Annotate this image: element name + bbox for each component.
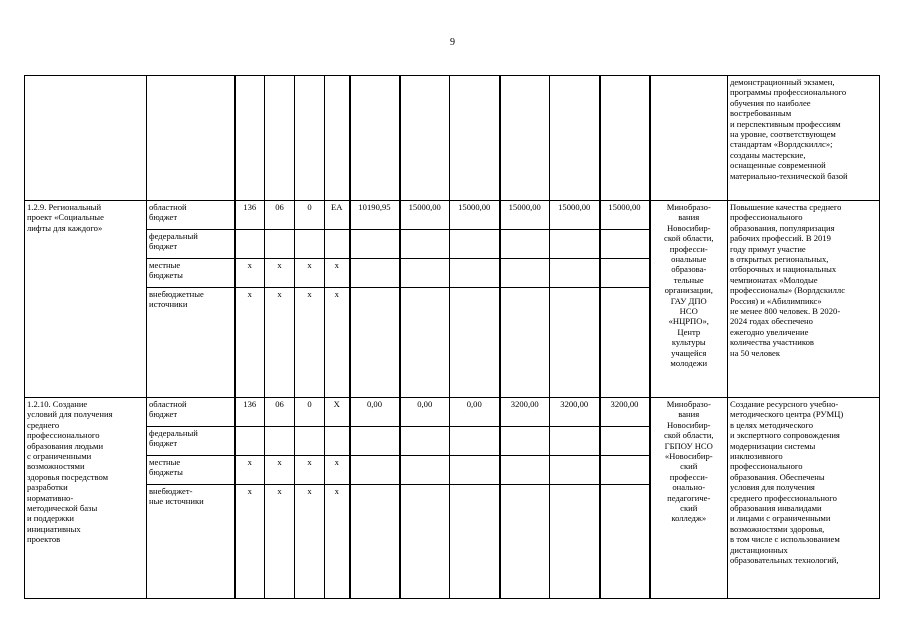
cell-amount: 3200,00 — [500, 398, 550, 427]
cell-amount — [550, 456, 600, 485]
cell-code: 06 — [265, 398, 295, 427]
cell-amount: 10190,95 — [350, 201, 400, 230]
cell-amount: 15000,00 — [400, 201, 450, 230]
cell-amount — [600, 76, 650, 201]
page-number: 9 — [450, 37, 455, 48]
cell-source — [147, 76, 235, 201]
cell-amount — [600, 288, 650, 398]
cell-code: х — [235, 288, 265, 398]
cell-code — [295, 76, 325, 201]
cell-code — [235, 427, 265, 456]
cell-amount — [500, 456, 550, 485]
cell-amount — [450, 230, 500, 259]
cell-code: х — [265, 485, 295, 599]
cell-result: Повышение качества среднего профессионального образования, популяризация рабочих профессий. В 2019 году примут участие в открытых региональных, отборочных и национальных чемпионатах «Молодые профессионалы» (Ворлдскиллс Россия) и «Абилимпикс» не менее 800 человек. В 2020- 2024 годах обеспечено ежегодно увеличение количества участников на 50 человек — [728, 201, 880, 398]
cell-code: х — [235, 456, 265, 485]
cell-executor: Минобразо- вания Новосибир- ской области, ГБПОУ НСО «Новосибир- ский професси- онально- педагогиче- ский колледж» — [650, 398, 728, 599]
cell-code: х — [265, 456, 295, 485]
cell-amount: 0,00 — [400, 398, 450, 427]
cell-amount — [400, 76, 450, 201]
cell-source: внебюджет- ные источники — [147, 485, 235, 599]
cell-code: х — [325, 288, 350, 398]
cell-amount — [600, 259, 650, 288]
cell-code — [295, 230, 325, 259]
cell-code: х — [235, 259, 265, 288]
cell-amount — [500, 288, 550, 398]
cell-source: федеральный бюджет — [147, 427, 235, 456]
cell-amount — [450, 288, 500, 398]
cell-amount — [550, 259, 600, 288]
cell-code — [265, 427, 295, 456]
cell-source: внебюджетные источники — [147, 288, 235, 398]
cell-amount: 3200,00 — [550, 398, 600, 427]
cell-amount: 0,00 — [450, 398, 500, 427]
cell-code: х — [235, 485, 265, 599]
cell-code: х — [265, 259, 295, 288]
cell-amount — [400, 485, 450, 599]
cell-amount — [400, 259, 450, 288]
cell-source: областной бюджет — [147, 398, 235, 427]
cell-amount — [500, 485, 550, 599]
cell-code: х — [295, 259, 325, 288]
cell-amount — [350, 230, 400, 259]
cell-amount — [350, 76, 400, 201]
cell-amount — [550, 485, 600, 599]
program-table — [24, 75, 880, 599]
cell-amount — [350, 288, 400, 398]
cell-code: ЕА — [325, 201, 350, 230]
cell-amount — [400, 288, 450, 398]
cell-code — [295, 427, 325, 456]
cell-amount — [350, 427, 400, 456]
cell-amount: 15000,00 — [600, 201, 650, 230]
continuation-row — [25, 76, 880, 201]
cell-code — [325, 76, 350, 201]
cell-code: 06 — [265, 201, 295, 230]
cell-name — [25, 76, 147, 201]
cell-amount — [550, 427, 600, 456]
cell-amount — [450, 485, 500, 599]
cell-executor: Минобразо- вания Новосибир- ской области, професси- ональные образова- тельные организации, ГАУ ДПО НСО «НЦРПО», Центр культуры учащейся молодежи — [650, 201, 728, 398]
cell-amount — [550, 288, 600, 398]
cell-code: Х — [325, 398, 350, 427]
cell-amount — [450, 76, 500, 201]
cell-amount: 15000,00 — [500, 201, 550, 230]
cell-code — [325, 230, 350, 259]
cell-amount: 0,00 — [350, 398, 400, 427]
cell-amount: 3200,00 — [600, 398, 650, 427]
cell-executor — [650, 76, 728, 201]
cell-activity-name: 1.2.9. Региональный проект «Социальные лифты для каждого» — [25, 201, 147, 398]
cell-amount — [500, 76, 550, 201]
cell-code: х — [325, 259, 350, 288]
cell-code: х — [325, 456, 350, 485]
cell-amount — [400, 456, 450, 485]
cell-amount — [350, 485, 400, 599]
cell-code: 0 — [295, 398, 325, 427]
table-row — [25, 398, 880, 427]
cell-amount — [600, 456, 650, 485]
table-row — [25, 201, 880, 230]
cell-code: х — [295, 456, 325, 485]
cell-code: х — [325, 485, 350, 599]
cell-code — [235, 76, 265, 201]
cell-amount — [350, 259, 400, 288]
cell-result: демонстрационный экзамен, программы профессионального обучения по наиболее востребованным и перспективным профессиям на уровне, соответствующем стандартам «Ворлдскиллс»; созданы мастерские, оснащенные современной материально-технической базой — [728, 76, 880, 201]
cell-amount — [450, 456, 500, 485]
cell-code — [325, 427, 350, 456]
cell-amount — [500, 427, 550, 456]
cell-code — [265, 76, 295, 201]
cell-source: местные бюджеты — [147, 259, 235, 288]
cell-amount — [400, 230, 450, 259]
cell-code: 136 — [235, 398, 265, 427]
cell-amount — [450, 427, 500, 456]
cell-amount — [550, 76, 600, 201]
cell-source: местные бюджеты — [147, 456, 235, 485]
cell-amount: 15000,00 — [450, 201, 500, 230]
cell-amount — [450, 259, 500, 288]
cell-code — [265, 230, 295, 259]
cell-code: х — [295, 485, 325, 599]
cell-code: х — [295, 288, 325, 398]
cell-source: федеральный бюджет — [147, 230, 235, 259]
cell-amount — [600, 230, 650, 259]
cell-amount — [500, 230, 550, 259]
cell-activity-name: 1.2.10. Создание условий для получения среднего профессионального образования людьми с ограниченными возможностями здоровья посредством разработки нормативно- методической базы и поддержки инициативных проектов — [25, 398, 147, 599]
cell-amount — [400, 427, 450, 456]
cell-amount — [500, 259, 550, 288]
cell-code: х — [265, 288, 295, 398]
cell-code — [235, 230, 265, 259]
cell-amount: 15000,00 — [550, 201, 600, 230]
cell-amount — [600, 485, 650, 599]
cell-source: областной бюджет — [147, 201, 235, 230]
cell-amount — [350, 456, 400, 485]
cell-code: 136 — [235, 201, 265, 230]
cell-amount — [550, 230, 600, 259]
cell-code: 0 — [295, 201, 325, 230]
cell-amount — [600, 427, 650, 456]
cell-result: Создание ресурсного учебно- методического центра (РУМЦ) в целях методического и экспертного сопровождения модернизации системы инклюзивного профессионального образования. Обеспечены условия для получения среднего профессионального образования инвалидами и лицами с ограниченными возможностями здоровья, в том числе с использованием дистанционных образовательных технологий, — [728, 398, 880, 599]
